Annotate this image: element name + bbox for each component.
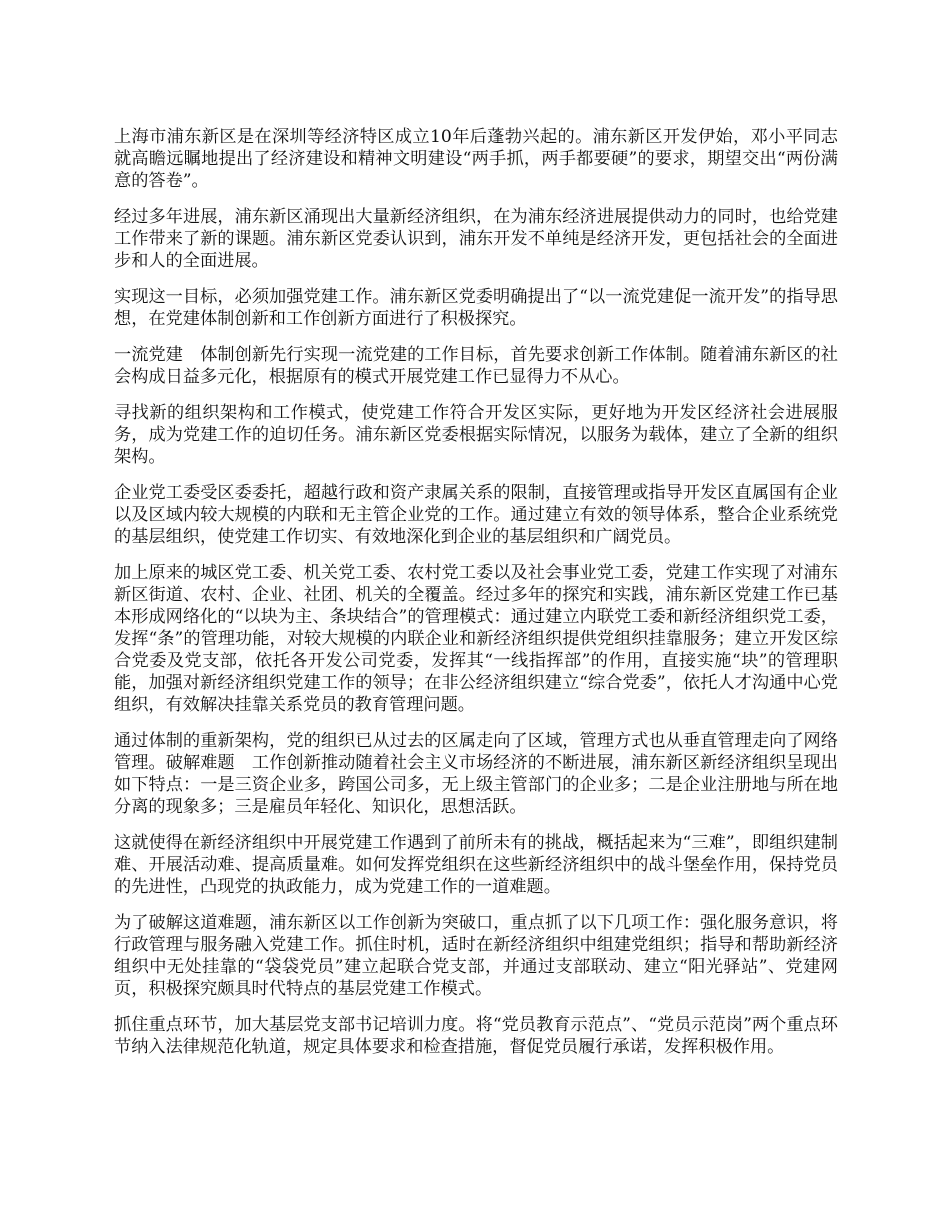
paragraph: 通过体制的重新架构，党的组织已从过去的区属走向了区域，管理方式也从垂直管理走向了网络管理。破解难题 工作创新推动随着社会主义市场经济的不断进展，浦东新区新经济组织呈现出如下特点：一是三资企业多，跨国公司多，无上级主管部门的企业多；二是企业注册地与所在地分离的现象多；三是雇员年轻化、知识化，思想活跃。	[114, 731, 838, 817]
paragraph: 加上原来的城区党工委、机关党工委、农村党工委以及社会事业党工委，党建工作实现了对浦东新区街道、农村、企业、社团、机关的全覆盖。经过多年的探究和实践，浦东新区党建工作已基本形成网络化的“以块为主、条块结合”的管理模式：通过建立内联党工委和新经济组织党工委，发挥“条”的管理功能，对较大规模的内联企业和新经济组织提供党组织挂靠服务；建立开发区综合党委及党支部，依托各开发公司党委，发挥其“一线指挥部”的作用，直接实施“块”的管理职能，加强对新经济组织党建工作的领导；在非公经济组织建立“综合党委”，依托人才沟通中心党组织，有效解决挂靠关系党员的教育管理问题。	[114, 563, 838, 715]
paragraph: 企业党工委受区委委托，超越行政和资产隶属关系的限制，直接管理或指导开发区直属国有企业以及区域内较大规模的内联和无主管企业党的工作。通过建立有效的领导体系，整合企业系统党的基层组织，使党建工作切实、有效地深化到企业的基层组织和广阔党员。	[114, 483, 838, 547]
paragraph: 为了破解这道难题，浦东新区以工作创新为突破口，重点抓了以下几项工作：强化服务意识，将行政管理与服务融入党建工作。抓住时机，适时在新经济组织中组建党组织；指导和帮助新经济组织中无处挂靠的“袋袋党员”建立起联合党支部，并通过支部联动、建立“阳光驿站”、党建网页，积极探究颇具时代特点的基层党建工作模式。	[114, 913, 838, 999]
paragraph: 上海市浦东新区是在深圳等经济特区成立10年后蓬勃兴起的。浦东新区开发伊始，邓小平同志就高瞻远瞩地提出了经济建设和精神文明建设“两手抓，两手都要硬”的要求，期望交出“两份满意的答卷”。	[114, 127, 838, 191]
paragraph: 抓住重点环节，加大基层党支部书记培训力度。将“党员教育示范点”、“党员示范岗”两个重点环节纳入法律规范化轨道，规定具体要求和检查措施，督促党员履行承诺，发挥积极作用。	[114, 1015, 838, 1057]
document-body	[114, 126, 838, 1072]
paragraph: 一流党建 体制创新先行实现一流党建的工作目标，首先要求创新工作体制。随着浦东新区的社会构成日益多元化，根据原有的模式开展党建工作已显得力不从心。	[114, 345, 838, 387]
paragraph: 寻找新的组织架构和工作模式，使党建工作符合开发区实际，更好地为开发区经济社会进展服务，成为党建工作的迫切任务。浦东新区党委根据实际情况，以服务为载体，建立了全新的组织架构。	[114, 403, 838, 467]
paragraph: 这就使得在新经济组织中开展党建工作遇到了前所未有的挑战，概括起来为“三难”，即组织建制难、开展活动难、提高质量难。如何发挥党组织在这些新经济组织中的战斗堡垒作用，保持党员的先进性，凸现党的执政能力，成为党建工作的一道难题。	[114, 833, 838, 897]
paragraph: 实现这一目标，必须加强党建工作。浦东新区党委明确提出了“以一流党建促一流开发”的指导思想，在党建体制创新和工作创新方面进行了积极探究。	[114, 287, 838, 329]
paragraph: 经过多年进展，浦东新区涌现出大量新经济组织，在为浦东经济进展提供动力的同时，也给党建工作带来了新的课题。浦东新区党委认识到，浦东开发不单纯是经济开发，更包括社会的全面进步和人的全面进展。	[114, 207, 838, 271]
